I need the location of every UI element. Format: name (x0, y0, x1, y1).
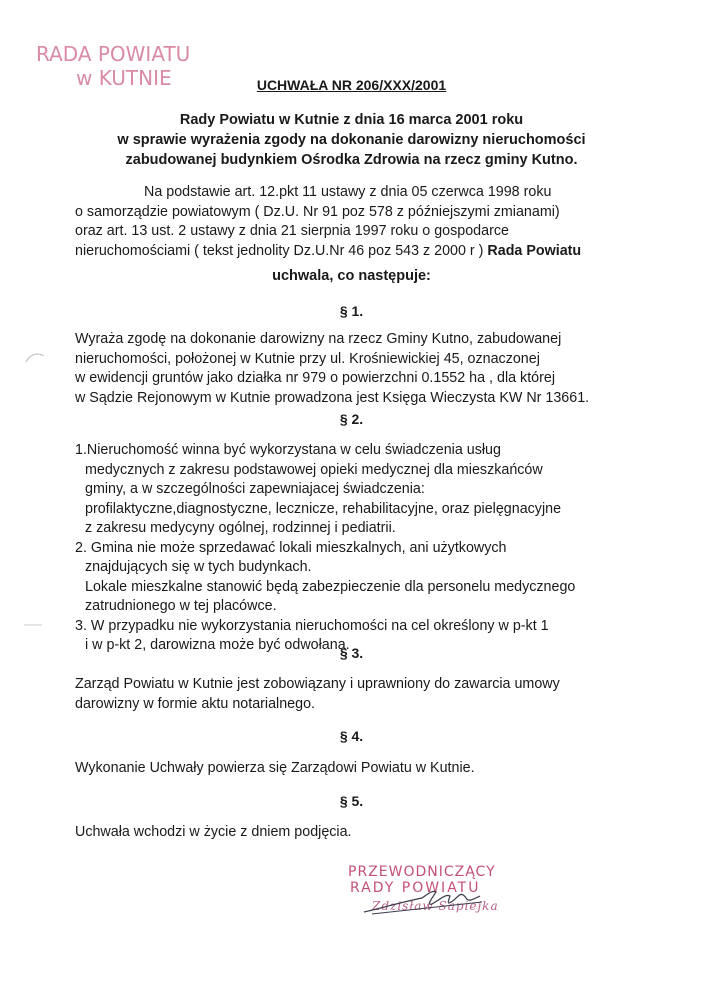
scan-artifact-icon (24, 350, 48, 364)
resolution-title (0, 77, 703, 93)
preamble-line: o samorządzie powiatowym ( Dz.U. Nr 91 poz 578 z późniejszymi zmianami) (75, 203, 560, 220)
section-3-line: darowizny w formie aktu notarialnego. (75, 695, 315, 712)
scan-artifact-icon (22, 622, 46, 628)
item-line: z zakresu medycyny ogólnej, rodzinnej i pediatrii. (85, 520, 396, 536)
signatory-name: Zdzisław Sapiejka (372, 899, 499, 913)
section-3-line: Zarząd Powiatu w Kutnie jest zobowiązany i uprawniony do zawarcia umowy (75, 676, 560, 692)
section-5-heading: § 5. (339, 793, 364, 809)
preamble-line (75, 242, 581, 262)
resolution-subtitle (0, 110, 703, 170)
stamp-line-2: w KUTNIE (76, 66, 172, 90)
item-line: profilaktyczne,diagnostyczne, lecznicze, rehabilitacyjne, oraz pielęgnacyjne (85, 500, 562, 517)
item-line: i w p-kt 2, darowizna może być odwołana. (85, 637, 350, 653)
section-1-line: w Sądzie Rejonowym w Kutnie prowadzona jest Księga Wieczysta KW Nr 13661. (75, 389, 590, 406)
section-5-body (75, 823, 352, 843)
preamble-bold-tail: Rada Powiatu (487, 242, 582, 259)
subtitle-line: zabudowanej budynkiem Ośrodka Zdrowia na rzecz gminy Kutno. (125, 152, 578, 168)
section-4-body (75, 759, 475, 779)
preamble (75, 183, 581, 261)
item-line: 1.Nieruchomość winna być wykorzystana w celu świadczenia usług (75, 442, 501, 458)
item-line: Lokale mieszkalne stanowić będą zabezpieczenie dla personelu medycznego (85, 578, 576, 595)
preamble-line: Na podstawie art. 12.pkt 11 ustawy z dnia 05 czerwca 1998 roku (144, 184, 552, 200)
item-line: medycznych z zakresu podstawowej opieki medycznej dla mieszkańców (85, 461, 543, 478)
stamp-line-1: RADA POWIATU (36, 42, 191, 66)
section-1-line: nieruchomości, położonej w Kutnie przy ul. Krośniewickiej 45, oznaczonej (75, 350, 540, 367)
resolves-heading: uchwala, co następuje: (272, 268, 431, 284)
resolution-number: UCHWAŁA NR 206/XXX/2001 (256, 77, 447, 93)
item-line: zatrudnionego w tej placówce. (85, 598, 277, 614)
preamble-line-text: nieruchomościami ( tekst jednolity Dz.U.Nr 46 poz 543 z 2000 r ) (75, 242, 484, 259)
subtitle-line: Rady Powiatu w Kutnie z dnia 16 marca 2001 roku (179, 112, 524, 128)
section-3-body (75, 675, 560, 714)
section-5-line: Uchwała wchodzi w życie z dniem podjęcia. (75, 824, 352, 840)
section-3-heading: § 3. (339, 645, 364, 661)
section-2-item-1 (75, 441, 575, 539)
section-4-heading: § 4. (339, 728, 364, 744)
item-line: 2. Gmina nie może sprzedawać lokali mieszkalnych, ani użytkowych (75, 539, 507, 556)
section-1-body (75, 330, 589, 408)
item-line: gminy, a w szczególności zapewniajacej świadczenia: (85, 481, 425, 497)
subtitle-line: w sprawie wyrażenia zgody na dokonanie darowizny nieruchomości (117, 132, 586, 148)
section-1-line: Wyraża zgodę na dokonanie darowizny na rzecz Gminy Kutno, zabudowanej (75, 331, 562, 347)
signature-stamp-line-1: PRZEWODNICZĄCY (348, 864, 496, 880)
section-2-item-2 (75, 539, 575, 617)
item-line: znajdujących się w tych budynkach. (85, 559, 312, 575)
item-line: 3. W przypadku nie wykorzystania nieruchomości na cel określony w p-kt 1 (75, 617, 549, 634)
section-1-heading: § 1. (339, 303, 364, 319)
section-2-body (75, 441, 575, 656)
section-4-line: Wykonanie Uchwały powierza się Zarządowi Powiatu w Kutnie. (75, 760, 475, 776)
section-1-line: w ewidencji gruntów jako działka nr 979 o powierzchni 0.1552 ha , dla której (75, 370, 556, 386)
preamble-line: oraz art. 13 ust. 2 ustawy z dnia 21 sierpnia 1997 roku o gospodarce (75, 223, 509, 239)
signature-stamp-line-2: RADY POWIATU (350, 880, 481, 896)
handwritten-signature (362, 888, 492, 918)
section-2-heading: § 2. (339, 411, 364, 427)
